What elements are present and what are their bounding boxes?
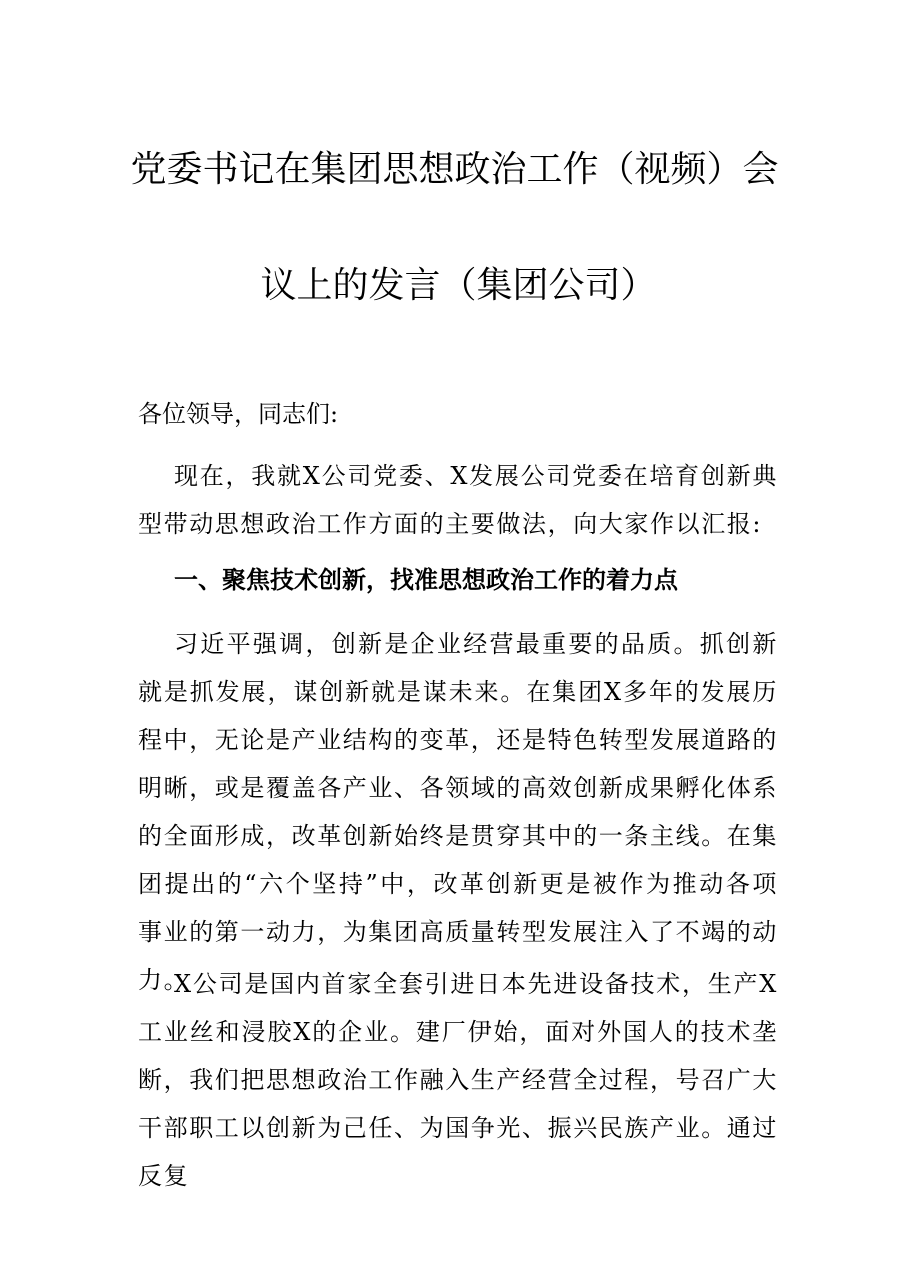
section-heading: 一、聚焦技术创新，找准思想政治工作的着力点	[174, 566, 678, 594]
document-title-line-2: 议上的发言（集团公司）	[260, 265, 657, 306]
body-paragraph-1: 习近平强调，创新是企业经营最重要的品质。抓创新就是抓发展，谋创新就是谋未来。在集团X多年的发展历程中，无论是产业结构的变革，还是特色转型发展道路的明晰，或是覆盖各产业、各领域的高效创新成果孵化体系的全面形成，改革创新始终是贯穿其中的一条主线。在集团提出的“六个坚持”中，改革创新更是被作为推动各项事业的第一动力，为集团高质量转型发展注入了不竭的动力。	[138, 630, 778, 994]
body-paragraph-2: X公司是国内首家全套引进日本先进设备技术，生产X工业丝和浸胶X的企业。建厂伊始，面对外国人的技术垄断，我们把思想政治工作融入生产经营全过程，号召广大干部职工以创新为己任、为国争光、振兴民族产业。通过反复	[138, 970, 778, 1190]
salutation: 各位领导，同志们:	[138, 400, 339, 428]
intro-paragraph: 现在，我就X公司党委、X发展公司党委在培育创新典型带动思想政治工作方面的主要做法，向大家作以汇报:	[138, 462, 778, 538]
document-title-line-1: 党委书记在集团思想政治工作（视频）会	[130, 149, 779, 190]
